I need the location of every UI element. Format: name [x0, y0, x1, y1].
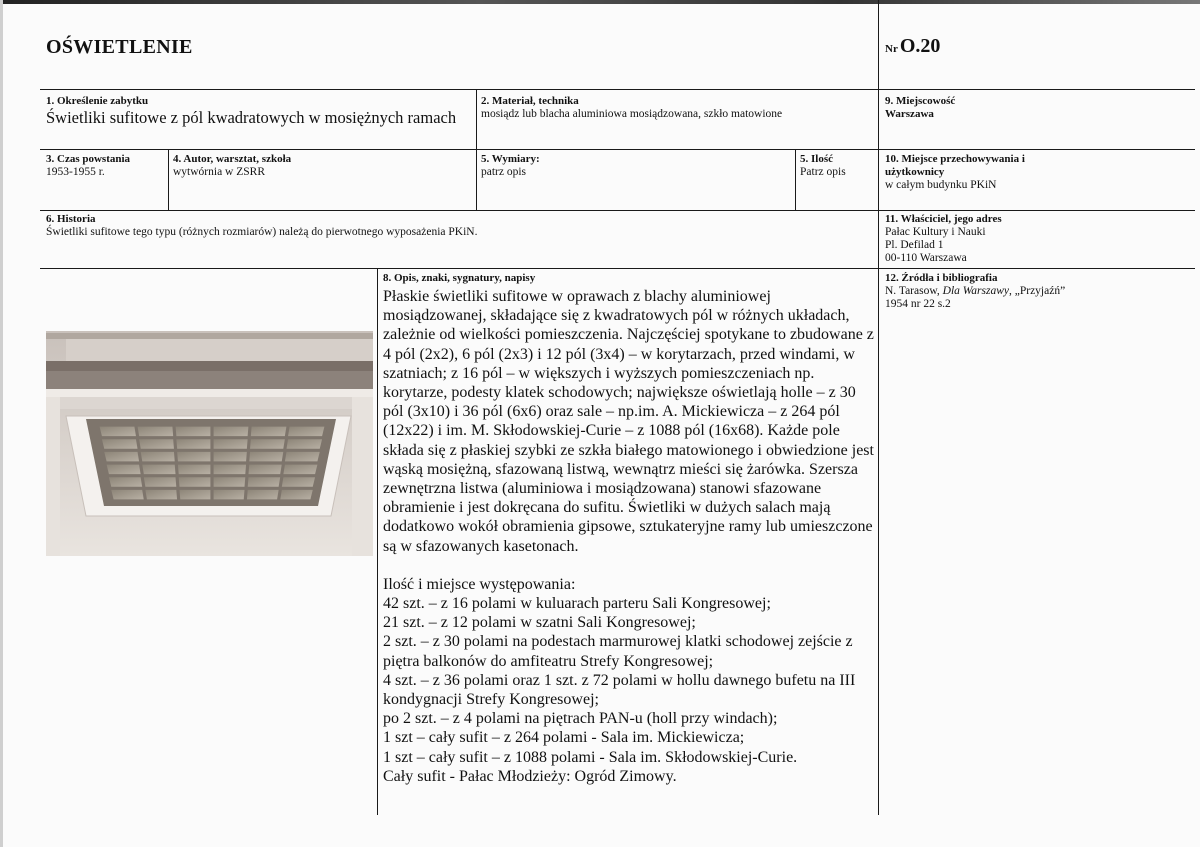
field-3-value: 1953-1955 r. — [46, 166, 105, 178]
glass-pane — [139, 439, 174, 448]
glass-pane — [176, 427, 211, 436]
description — [383, 287, 875, 786]
field-10-label-2: użytkownicy — [885, 166, 945, 178]
skylight-photo — [46, 331, 373, 556]
field-12 — [885, 272, 1190, 311]
field-4 — [173, 153, 473, 179]
glass-pane — [248, 477, 280, 486]
field-11-line-2: Pl. Defilad 1 — [885, 239, 944, 251]
rule-2 — [40, 149, 1195, 150]
field-2 — [481, 95, 871, 121]
field-11-line-1: Pałac Kultury i Nauki — [885, 226, 986, 238]
glass-pane — [111, 490, 143, 499]
rule-right-column — [878, 0, 879, 815]
field-2-value: mosiądz lub blacha aluminiowa mosiądzowana, szkło matowione — [481, 108, 783, 120]
field-1-value: Świetliki sufitowe z pól kwadratowych w mosiężnych ramach — [46, 108, 457, 127]
glass-pane — [214, 490, 245, 499]
glass-pane — [251, 427, 287, 436]
glass-pane — [142, 465, 175, 474]
field-9-value: Warszawa — [885, 108, 934, 120]
glass-pane — [109, 477, 142, 486]
occurrence-item: Cały sufit - Pałac Młodzieży: Ogród Zimowy. — [383, 767, 677, 785]
glass-pane — [179, 477, 211, 486]
field-2-label: 2. Materiał, technika — [481, 95, 579, 107]
rule-4 — [40, 268, 1195, 269]
field-3 — [46, 153, 166, 179]
occurrence-list — [383, 594, 875, 786]
glass-pane — [176, 439, 210, 448]
glass-pane — [179, 490, 210, 499]
glass-pane — [100, 427, 136, 436]
field-9 — [885, 95, 1185, 121]
glass-pane — [214, 452, 247, 461]
scan-top-edge — [0, 0, 1200, 4]
field-5b-label: 5. Ilość — [800, 153, 833, 165]
scan-left-edge — [0, 0, 3, 847]
citation-publisher: , „Przyjaźń” — [1009, 285, 1066, 297]
glass-pane — [283, 465, 317, 474]
record-number — [885, 35, 940, 58]
field-5 — [481, 153, 791, 179]
field-5-value: patrz opis — [481, 166, 527, 178]
field-1 — [46, 95, 471, 128]
glass-pane — [286, 439, 322, 448]
glass-pane — [177, 452, 210, 461]
glass-pane — [178, 465, 210, 474]
rule-col-4 — [168, 149, 169, 210]
rule-col-5b — [795, 149, 796, 210]
glass-pane — [214, 427, 249, 436]
field-8 — [383, 272, 873, 285]
citation-title: Dla Warszawy — [942, 285, 1009, 297]
glass-pane — [138, 427, 174, 436]
paragraph-gap — [383, 556, 875, 575]
field-4-label: 4. Autor, warsztat, szkoła — [173, 153, 292, 165]
occurrence-item: 2 szt. – z 30 polami na podestach marmurowej klatki schodowej zejście z piętra balkonów do amfiteatru Strefy Kongresowej; — [383, 633, 853, 670]
occurrence-heading: Ilość i miejsce występowania: — [383, 575, 576, 593]
citation-issue: 1954 nr 22 s.2 — [885, 298, 951, 310]
glass-pane — [107, 465, 141, 474]
field-9-label: 9. Miejscowość — [885, 95, 956, 107]
glass-pane — [249, 452, 283, 461]
field-10-label-1: 10. Miejsce przechowywania i — [885, 153, 1025, 165]
field-12-label: 12. Źródła i bibliografia — [885, 272, 998, 284]
rule-col-8 — [377, 268, 378, 815]
skylight-photo-svg — [46, 331, 373, 556]
occurrence-item: 4 szt. – z 36 polami oraz 1 szt. z 72 polami w hollu dawnego bufetu na III kondygnacji Strefy Kongresowej; — [383, 671, 856, 709]
occurrence-item: 1 szt – cały sufit – z 1088 polami - Sala im. Skłodowskiej-Curie. — [383, 748, 798, 766]
field-6 — [46, 213, 871, 239]
occurrence-item: po 2 szt. – z 4 polami na piętrach PAN-u (holl przy windach); — [383, 710, 778, 728]
glass-pane — [145, 490, 177, 499]
occurrence-item: 42 szt. – z 16 polami w kuluarach parteru Sali Kongresowej; — [383, 595, 771, 613]
field-11-line-3: 00-110 Warszawa — [885, 252, 967, 264]
rule-col-2 — [476, 89, 477, 210]
description-paragraph: Płaskie świetliki sufitowe w oprawach z blachy aluminiowej mosiądzowanej, składające się z kwadratowych pól w różnych układach, zależnie od wielkości pomieszczenia. Najczęściej spotykane to zbudowane z 4 pól (2x2), 6 pól (2x3) i 12 pól (3x4) – w korytarzach, przed windami, w szatniach; z 16 pól – w większych i wyższych pomieszczeniach np. korytarze, podesty klatek schodowych; największe oświetlają holle – z 30 pól (3x10) i 36 pól (6x6) oraz sale – np.im. A. Mickiewicza – z 264 pól (12x22) i im. M. Skłodowskiej-Curie – z 1088 pól (16x68). Każde pole składa się z płaskiej szybki ze szkła białego matowionego i obwiedzione jest wąską mosiężną, sfazowaną listwą, wewnątrz mieści się żarówka. Szersza zewnętrzna listwa (aluminiowa i mosiądzowana) stanowi sfazowane obramienie i jest dokręcana do sufitu. Świetliki w dużych salach mają dodatkowo wokół obramienia gipsowe, sztukateryjne ramy lub umieszczone są w sfazowanych kasetonach. — [383, 288, 874, 555]
occurrence-item: 21 szt. – z 12 polami w szatni Sali Kongresowej; — [383, 614, 696, 632]
glass-pane — [144, 477, 176, 486]
field-5b — [800, 153, 875, 179]
glass-pane — [250, 439, 285, 448]
glass-pane — [280, 490, 312, 499]
field-6-value: Świetliki sufitowe tego typu (różnych rozmiarów) należą do pierwotnego wyposażenia PKiN. — [46, 226, 478, 238]
field-1-label: 1. Określenie zabytku — [46, 95, 149, 107]
glass-pane — [102, 439, 138, 448]
page-title: OŚWIETLENIE — [46, 36, 193, 58]
glass-pane — [141, 452, 175, 461]
field-10-value: w całym budynku PKiN — [885, 179, 997, 191]
field-8-label: 8. Opis, znaki, sygnatury, napisy — [383, 272, 536, 284]
glass-pane — [104, 452, 139, 461]
field-3-label: 3. Czas powstania — [46, 153, 131, 165]
rule-top — [40, 89, 1195, 90]
field-10 — [885, 153, 1185, 192]
glass-pane — [285, 452, 320, 461]
record-number-value: O.20 — [899, 35, 941, 57]
citation-author: N. Tarasow, — [885, 285, 940, 297]
glass-pane — [214, 439, 248, 448]
glass-pane — [214, 465, 246, 474]
occurrence-item: 1 szt – cały sufit – z 264 polami - Sala im. Mickiewicza; — [383, 729, 745, 747]
field-5-label: 5. Wymiary: — [481, 153, 540, 165]
glass-pane — [248, 465, 281, 474]
glass-pane — [288, 427, 324, 436]
field-6-label: 6. Historia — [46, 213, 96, 225]
field-11 — [885, 213, 1185, 265]
glass-pane — [282, 477, 315, 486]
glass-pane — [247, 490, 279, 499]
field-5b-value: Patrz opis — [800, 166, 846, 178]
field-11-label: 11. Właściciel, jego adres — [885, 213, 1002, 225]
field-4-value: wytwórnia w ZSRR — [173, 166, 265, 178]
glass-pane — [214, 477, 246, 486]
field-12-citation — [885, 285, 1190, 298]
rule-3 — [40, 210, 1195, 211]
record-number-label: Nr — [885, 43, 898, 55]
